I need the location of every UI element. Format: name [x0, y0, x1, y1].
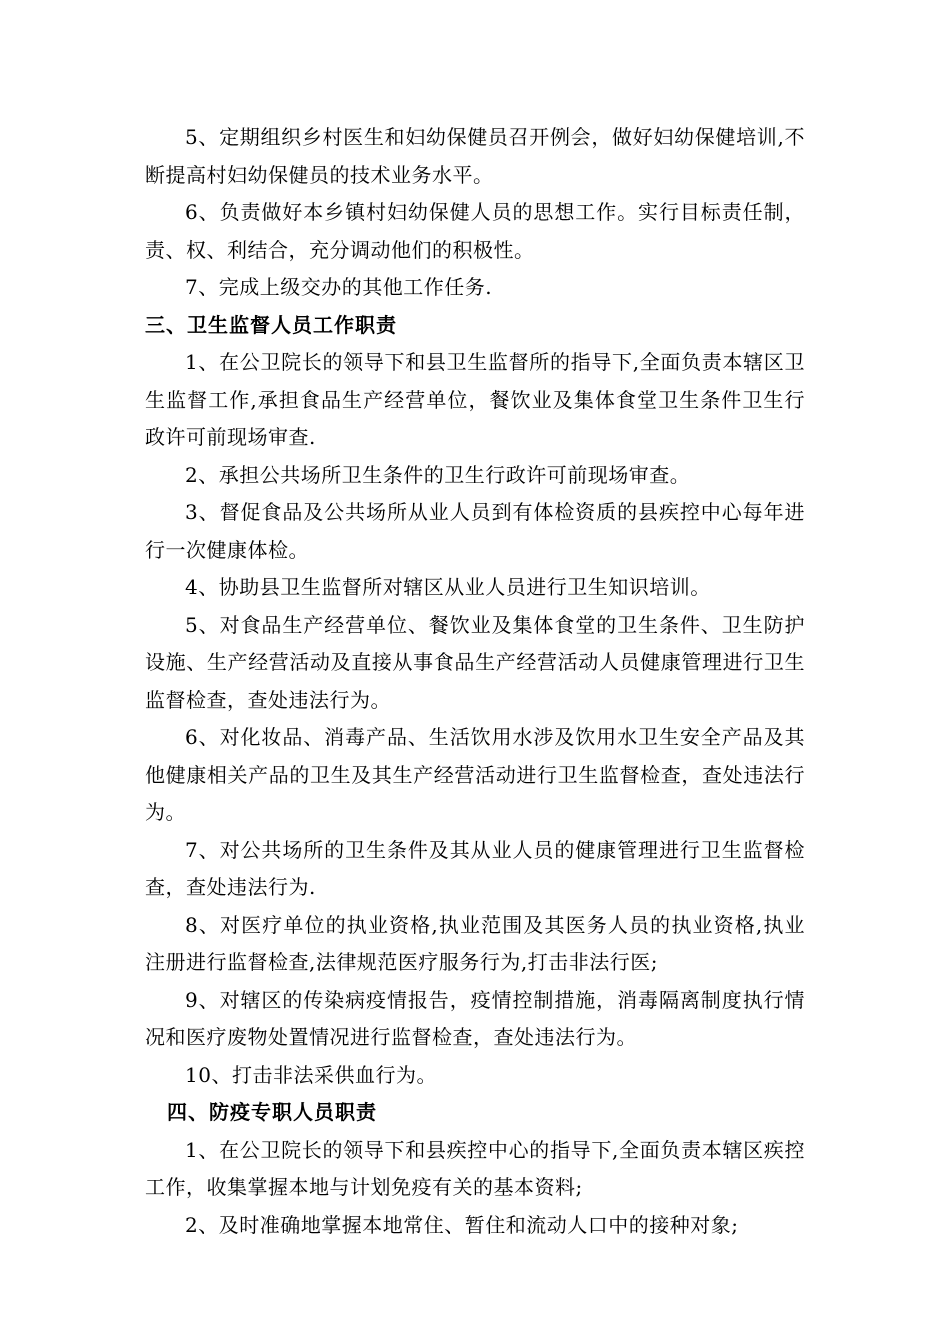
document-body: [145, 119, 805, 1244]
paragraph-item-5b: 5、对食品生产经营单位、餐饮业及集体食堂的卫生条件、卫生防护设施、生产经营活动及直接从事食品生产经营活动人员健康管理进行卫生监督检查，查处违法行为。: [145, 612, 805, 712]
paragraph-item-4: 4、协助县卫生监督所对辖区从业人员进行卫生知识培训。: [185, 575, 711, 599]
paragraph-item-2: 2、承担公共场所卫生条件的卫生行政许可前现场审查。: [185, 462, 691, 487]
paragraph-item-10: 10、打击非法采供血行为。: [185, 1062, 437, 1087]
paragraph-item-9: 9、对辖区的传染病疫情报告，疫情控制措施，消毒隔离制度执行情况和医疗废物处置情况进行监督检查，查处违法行为。: [145, 987, 805, 1049]
paragraph-item-8: 8、对医疗单位的执业资格,执业范围及其医务人员的执业资格,执业注册进行监督检查,法律规范医疗服务行为,打击非法行医;: [145, 912, 805, 974]
section-heading-3: 三、卫生监督人员工作职责: [145, 312, 397, 337]
paragraph-item-5: 5、定期组织乡村医生和妇幼保健员召开例会，做好妇幼保健培训,不断提高村妇幼保健员的技术业务水平。: [145, 125, 805, 187]
paragraph-item-7: 7、完成上级交办的其他工作任务.: [185, 275, 493, 299]
paragraph-item-1c: 1、在公卫院长的领导下和县疾控中心的指导下,全面负责本辖区疾控工作，收集掌握本地与计划免疫有关的基本资料;: [145, 1137, 805, 1199]
paragraph-item-6b: 6、对化妆品、消毒产品、生活饮用水涉及饮用水卫生安全产品及其他健康相关产品的卫生及其生产经营活动进行卫生监督检查，查处违法行为。: [145, 725, 805, 824]
paragraph-item-2c: 2、及时准确地掌握本地常住、暂住和流动人口中的接种对象;: [185, 1212, 739, 1237]
paragraph-item-3: 3、督促食品及公共场所从业人员到有体检资质的县疾控中心每年进行一次健康体检。: [145, 500, 805, 562]
paragraph-item-7b: 7、对公共场所的卫生条件及其从业人员的健康管理进行卫生监督检查，查处违法行为.: [145, 837, 805, 899]
paragraph-item-6: 6、负责做好本乡镇村妇幼保健人员的思想工作。实行目标责任制，责、权、利结合，充分调动他们的积极性。: [145, 200, 805, 262]
section-heading-4: 四、防疫专职人员职责: [167, 1100, 377, 1124]
paragraph-item-1: 1、在公卫院长的领导下和县卫生监督所的指导下,全面负责本辖区卫生监督工作,承担食品生产经营单位，餐饮业及集体食堂卫生条件卫生行政许可前现场审查.: [145, 350, 805, 449]
